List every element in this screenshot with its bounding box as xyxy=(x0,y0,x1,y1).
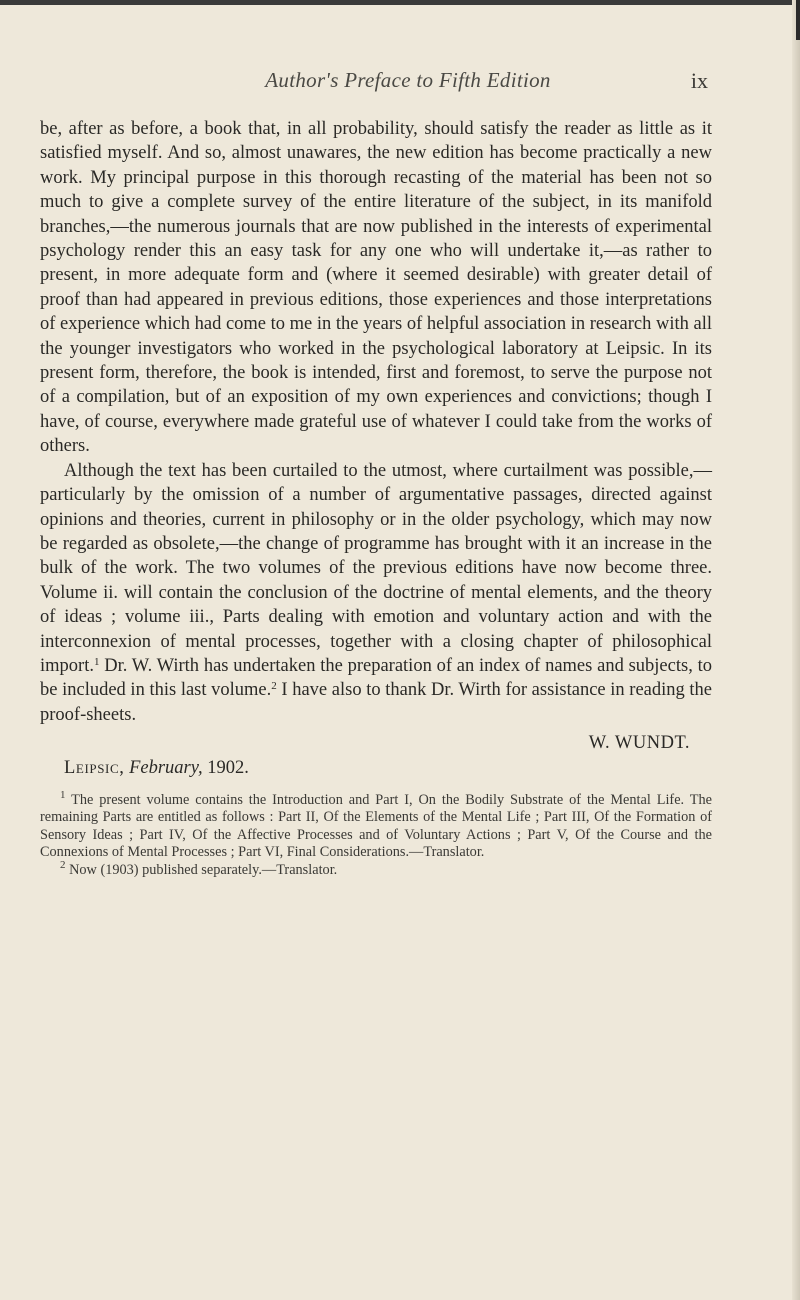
page-number: ix xyxy=(690,68,708,93)
dateline-month: February, xyxy=(129,757,203,778)
footnote-reference: 1 xyxy=(93,655,100,668)
footnote-text: The present volume contains the Introduction and Part I, On the Bodily Substrate of the Mental Life. The remaining Parts are entitled as follows : Part II, Of the Elements of the Mental Life ; Part III, Of the Formation of Sensory Ideas ; Part IV, Of the Affective Processes and of Voluntary Actions ; Part V, Of the Course and the Connexions of Mental Processes ; Part VI, Final Considerations.—Translator. xyxy=(40,791,712,861)
footnote xyxy=(40,788,712,862)
dateline xyxy=(40,756,712,780)
paragraph-text: Dr. W. Wirth has undertaken the preparation of an index of names and subjects, to be included in this last volume. xyxy=(40,655,712,701)
footnote xyxy=(40,858,712,880)
paragraph-text: I have also to thank Dr. Wirth for assistance in reading the proof-sheets. xyxy=(40,680,712,725)
page-header xyxy=(108,68,708,98)
footnote-text: Now (1903) published separately.—Translator. xyxy=(69,861,338,878)
footnote-reference: 2 xyxy=(271,680,277,693)
running-head: Author's Preface to Fifth Edition xyxy=(265,68,551,92)
paragraph: be, after as before, a book that, in all probability, should satisfy the reader as little as it satisfied myself. And so, almost unawares, the new edition has become practically a new work. My principal purpose in this thorough recasting of the material has been not so much to give a complete survey of the entire literature of the subject, in its manifold branches,—the numerous journals that are now published in the interests of experimental psychology render this an easy task for any one who will undertake it,—as rather to present, in more adequate form and (where it seemed desirable) with greater detail of proof than had appeared in previous editions, those experiences and those interpretations of experience which had come to me in the years of helpful association in research with all the younger investigators who worked in the psychological laboratory at Leipsic. In its present form, therefore, the book is intended, first and foremost, to serve the purpose not of a compilation, but of an exposition of my own experiences and convictions; though I have, of course, everywhere made grateful use of whatever I could take from the works of others. xyxy=(40,119,712,457)
dateline-year: 1902. xyxy=(207,757,249,778)
paragraph-text: Although the text has been curtailed to the utmost, where curtailment was possible,—particularly by the omission of a number of argumentative passages, directed against opinions and theories, current in philosophy or in the older psychology, which may now be regarded as obsolete,—the change of programme has brought with it an increase in the bulk of the work. The two volumes of the previous editions have now become three. Volume ii. will contain the conclusion of the doctrine of mental elements, and the theory of ideas ; volume iii., Parts dealing with emotion and voluntary action and with the interconnexion of mental processes, together with a closing chapter of philosophical import. xyxy=(40,460,712,676)
page-body xyxy=(40,117,712,879)
footnote-marker: 1 xyxy=(60,788,66,801)
paragraph xyxy=(40,459,712,727)
dateline-place: Leipsic, xyxy=(64,757,125,778)
page-corner-shadow xyxy=(796,0,800,40)
page-right-edge xyxy=(792,0,800,1300)
page-top-edge xyxy=(0,0,800,5)
footnotes xyxy=(40,788,712,880)
author-signature: W. WUNDT. xyxy=(588,733,690,754)
footnote-marker: 2 xyxy=(60,858,66,871)
